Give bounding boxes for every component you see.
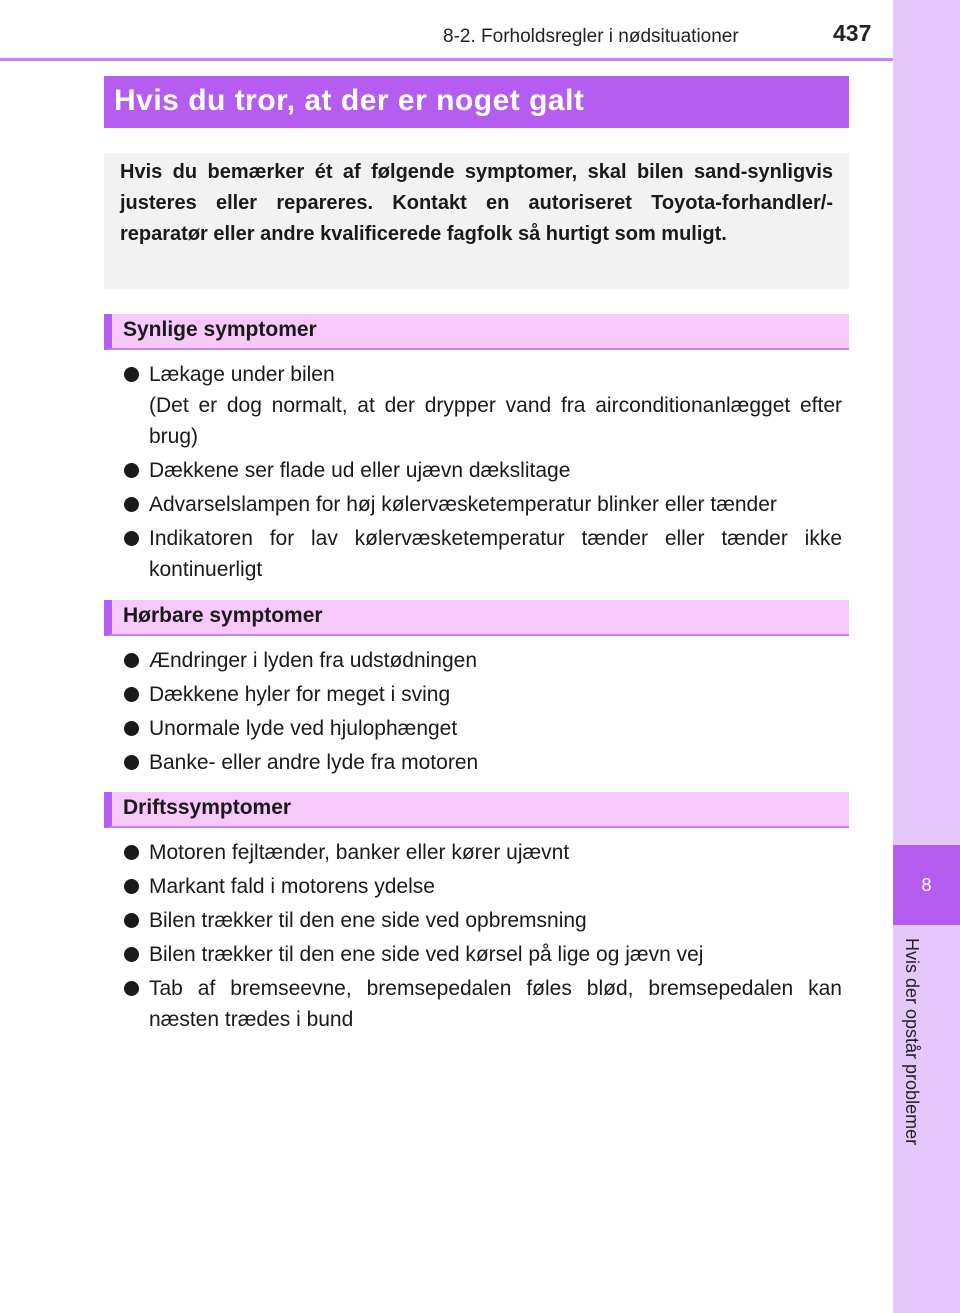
bullet-icon <box>124 463 139 478</box>
list-item-text: Indikatoren for lav kølervæsketemperatur tænder eller tænder ikke kontinuerligt <box>149 527 842 581</box>
list-item-text: Tab af bremseevne, bremsepedalen føles blød, bremsepedalen kan næsten trædes i bund <box>149 977 842 1031</box>
list-item <box>124 455 842 486</box>
bullet-icon <box>124 913 139 928</box>
list-item-text: Bilen trækker til den ene side ved kørsel på lige og jævn vej <box>149 943 704 966</box>
list-item-text: Banke- eller andre lyde fra motoren <box>149 751 479 774</box>
list-item-text: Bilen trækker til den ene side ved opbremsning <box>149 909 587 932</box>
header-rule <box>0 58 893 61</box>
page-number: 437 <box>833 20 872 46</box>
section-path: 8-2. Forholdsregler i nødsituationer <box>443 26 739 47</box>
operational-symptoms-list <box>124 837 842 1038</box>
list-item-text: Dækkene ser flade ud eller ujævn dækslitage <box>149 459 571 482</box>
list-item-text: Lækage under bilen <box>149 363 335 386</box>
list-item <box>124 713 842 744</box>
section-heading-visible: Synlige symptomer <box>104 314 849 350</box>
list-item-text: Advarselslampen for høj kølervæsketemperatur blinker eller tænder <box>149 493 777 516</box>
list-item <box>124 645 842 676</box>
bullet-icon <box>124 947 139 962</box>
bullet-icon <box>124 367 139 382</box>
section-heading-audible: Hørbare symptomer <box>104 600 849 636</box>
list-item-text: Motoren fejltænder, banker eller kører ujævnt <box>149 841 570 864</box>
bullet-icon <box>124 755 139 770</box>
bullet-icon <box>124 981 139 996</box>
list-item <box>124 939 842 970</box>
list-item <box>124 523 842 585</box>
bullet-icon <box>124 497 139 512</box>
bullet-icon <box>124 653 139 668</box>
list-item-text: Ændringer i lyden fra udstødningen <box>149 649 478 672</box>
visible-symptoms-list <box>124 359 842 588</box>
chapter-number-tab[interactable]: 8 <box>893 845 960 925</box>
chapter-title: Hvis der opstår problemer <box>902 938 922 1146</box>
page-title: Hvis du tror, at der er noget galt <box>104 76 849 128</box>
list-item-text: Unormale lyde ved hjulophænget <box>149 717 458 740</box>
audible-symptoms-list <box>124 645 842 781</box>
bullet-icon <box>124 531 139 546</box>
section-heading-operational: Driftssymptomer <box>104 792 849 828</box>
bullet-icon <box>124 879 139 894</box>
list-item <box>124 747 842 778</box>
list-item <box>124 359 842 452</box>
list-item <box>124 489 842 520</box>
list-item <box>124 837 842 868</box>
bullet-icon <box>124 845 139 860</box>
intro-box: Hvis du bemærker ét af følgende symptomer, skal bilen sand-synligvis justeres eller repareres. Kontakt en autoriseret Toyota-forhandler/-reparatør eller andre kvalificerede fagfolk så hurtigt som muligt. <box>104 153 849 289</box>
list-item-text: Dækkene hyler for meget i sving <box>149 683 451 706</box>
list-item-text: Markant fald i motorens ydelse <box>149 875 435 898</box>
bullet-icon <box>124 721 139 736</box>
list-item <box>124 679 842 710</box>
list-item-note: (Det er dog normalt, at der drypper vand fra airconditionanlægget efter brug) <box>149 394 842 448</box>
list-item <box>124 973 842 1035</box>
list-item <box>124 905 842 936</box>
bullet-icon <box>124 687 139 702</box>
list-item <box>124 871 842 902</box>
